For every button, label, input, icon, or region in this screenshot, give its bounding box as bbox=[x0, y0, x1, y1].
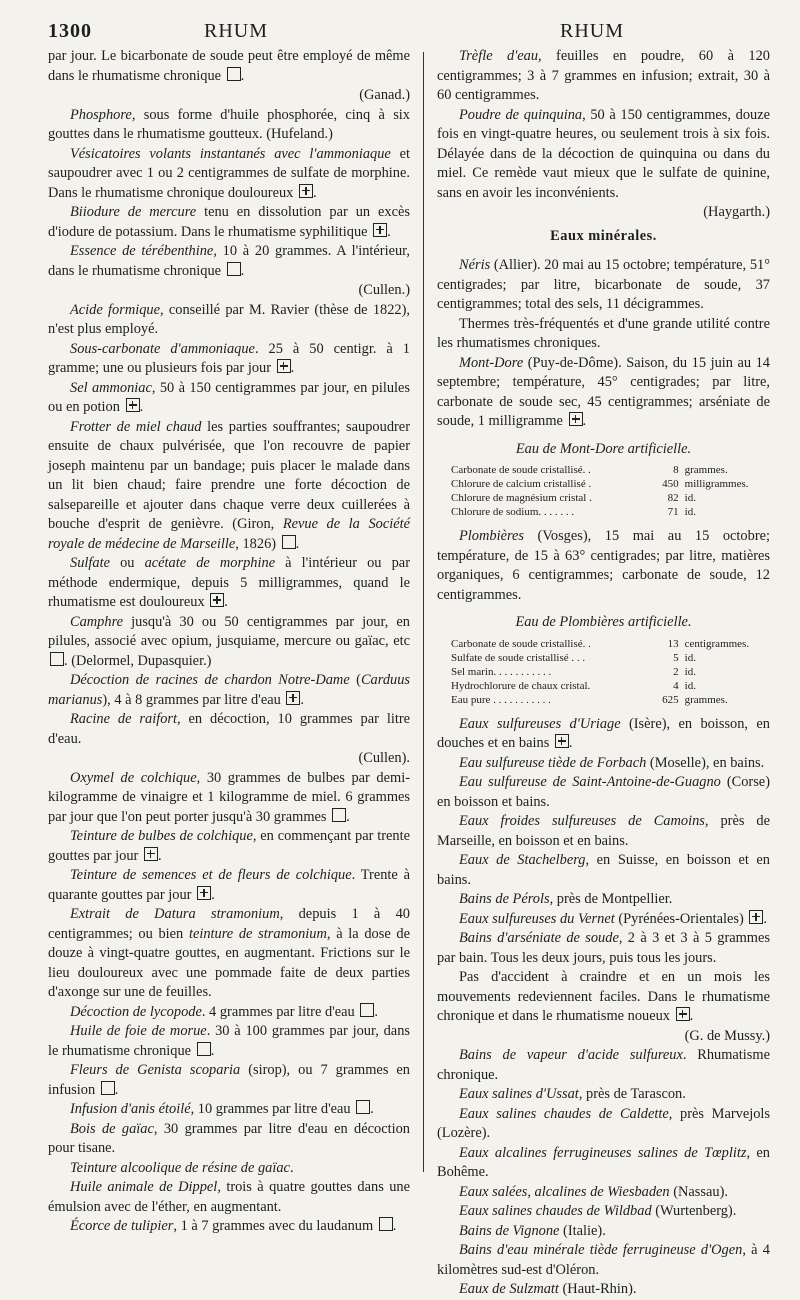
empty-square-icon bbox=[197, 1042, 211, 1056]
boxed-plus-icon bbox=[569, 412, 583, 426]
entry-arseniate: Bains d'arséniate de soude, 2 à 3 et 3 à 5 grammes par bain. Tous les deux jours, puis tous les jours. bbox=[437, 930, 770, 966]
entry-tulipier: Écorce de tulipier, 1 à 7 grammes avec du laudanum . bbox=[70, 1218, 397, 1234]
empty-square-icon bbox=[227, 262, 241, 276]
boxed-plus-icon bbox=[676, 1007, 690, 1021]
table-mont-dore bbox=[451, 463, 770, 519]
entry-vesicatoires: Vésicatoires volants instantanés avec l'ammoniaque et saupoudrer avec 1 ou 2 centigrammes de sulfate de morphine. Dans le rhumatisme chronique douloureux . bbox=[48, 145, 411, 201]
empty-square-icon bbox=[282, 535, 296, 549]
entry-sous-carbonate: Sous-carbonate d'ammoniaque. 25 à 50 centigr. à 1 gramme; une ou plusieurs fois par jour . bbox=[48, 340, 410, 376]
entry-plombieres: Plombières (Vosges), 15 mai au 15 octobre; température, de 15 à 63° centigrades; par litre, matières organiques, 6 centigrammes; carbonate de soude, 12 centigrammes. bbox=[437, 528, 770, 603]
boxed-plus-icon bbox=[126, 398, 140, 412]
right-column bbox=[437, 47, 770, 1300]
entry-trefle: Trèfle d'eau, feuilles en poudre, 60 à 120 centigrammes; 3 à 7 grammes en infusion; extrait, 30 à 60 centigrammes. bbox=[437, 48, 770, 103]
entry-uriage: Eaux sulfureuses d'Uriage (Isère), en boisson, en douches et en bains . bbox=[437, 715, 770, 751]
table-row: Sulfate de soude cristallisé . . . 5 id. bbox=[451, 651, 696, 664]
boxed-plus-icon bbox=[373, 223, 387, 237]
section-title: Eaux minérales. bbox=[550, 227, 657, 244]
entry-teinture-semences: Teinture de semences et de fleurs de colchique. Trente à quarante gouttes par jour . bbox=[48, 867, 410, 903]
entry-mont-dore: Mont-Dore (Puy-de-Dôme). Saison, du 15 juin au 14 septembre; température, 45° centigrades; par litre, carbonate de soude sec, 45 centigrammes; arséniate de soude, 1 milligramme . bbox=[437, 354, 770, 429]
subheading-plombieres: Eau de Plombières artificielle. bbox=[515, 614, 692, 630]
entry-ussat: Eaux salines d'Ussat, près de Tarascon. bbox=[459, 1086, 686, 1102]
empty-square-icon bbox=[379, 1217, 393, 1231]
entry-neris: Néris (Allier). 20 mai au 15 octobre; température, 51° centigrades; par litre, bicarbonate de soude, 37 centigrammes; total des sels, 11 décigrammes. bbox=[437, 257, 770, 312]
entry-vapeur-sulfureux: Bains de vapeur d'acide sulfureux. Rhumatisme chronique. bbox=[437, 1047, 770, 1083]
empty-square-icon bbox=[356, 1100, 370, 1114]
boxed-plus-icon bbox=[555, 734, 569, 748]
entry-bois-gaiac: Bois de gaïac, 30 grammes par litre d'eau en décoction pour tisane. bbox=[48, 1120, 410, 1156]
entry-genista: Fleurs de Genista scoparia (sirop), ou 7 grammes en infusion . bbox=[48, 1062, 410, 1098]
empty-square-icon bbox=[50, 652, 64, 666]
left-column bbox=[48, 47, 410, 1237]
entry-bicarbonate: par jour. Le bicarbonate de soude peut être employé de même dans le rhumatisme chronique . (Ganad.) bbox=[48, 48, 410, 103]
entry-sulfate-morphine: Sulfate ou acétate de morphine à l'intérieur ou par méthode endermique, depuis 5 milligrammes, quand le rhumatisme est douloureux . bbox=[48, 555, 410, 610]
boxed-plus-icon bbox=[277, 359, 291, 373]
table-row: Carbonate de soude cristallisé. . 8 grammes. bbox=[451, 464, 728, 476]
entry-phosphore: Phosphore, sous forme d'huile phosphorée, cinq à six gouttes dans le rhumatisme goutteux. (Hufeland.) bbox=[48, 106, 410, 142]
entry-wiesbaden: Eaux salées, alcalines de Wiesbaden (Nassau). bbox=[459, 1183, 728, 1200]
entry-perols: Bains de Pérols, près de Montpellier. bbox=[459, 891, 673, 907]
entry-accident: Pas d'accident à craindre et en un mois les mouvements redeviennent faciles. Dans le rhumatisme chronique et dans le rhumatisme noueux . (G. de Mussy.) bbox=[437, 969, 770, 1044]
table-row: Eau pure . . . . . . . . . . . 625 grammes. bbox=[451, 693, 728, 706]
entry-vignone: Bains de Vignone (Italie). bbox=[459, 1222, 606, 1239]
entry-sel-ammoniac: Sel ammoniac, 50 à 150 centigrammes par jour, en pilules ou en potion . bbox=[48, 379, 410, 415]
empty-square-icon bbox=[332, 808, 346, 822]
boxed-plus-icon bbox=[197, 886, 211, 900]
table-row: Sel marin. . . . . . . . . . . 2 id. bbox=[451, 665, 696, 678]
entry-terebenthine: Essence de térébenthine, 10 à 20 grammes. A l'intérieur, dans le rhumatisme chronique . (Cullen.) bbox=[48, 243, 410, 298]
entry-vernet: Eaux sulfureuses du Vernet (Pyrénées-Orientales) . bbox=[459, 910, 768, 927]
entry-teinture-gaiac: Teinture alcoolique de résine de gaïac. bbox=[70, 1159, 294, 1176]
entry-dippel: Huile animale de Dippel, trois à quatre gouttes dans une émulsion avec de l'éther, en augmentant. bbox=[48, 1179, 410, 1215]
table-row: Carbonate de soude cristallisé. . 13 centigrammes. bbox=[451, 637, 750, 650]
entry-chardon: Décoction de racines de chardon Notre-Dame (Carduus marianus), 4 à 8 grammes par litre d'eau . bbox=[48, 672, 410, 708]
entry-forbach: Eau sulfureuse tiède de Forbach (Moselle), en bains. bbox=[459, 754, 765, 771]
boxed-plus-icon bbox=[286, 691, 300, 705]
entry-anis: Infusion d'anis étoilé, 10 grammes par litre d'eau . bbox=[70, 1101, 374, 1117]
entry-oxymel: Oxymel de colchique, 30 grammes de bulbes par demi-kilogramme de vinaigre et 1 kilogramme de miel. 6 grammes par jour que l'on peut porter jusqu'à 30 grammes . bbox=[48, 769, 410, 825]
entry-sulzmatt: Eaux de Sulzmatt (Haut-Rhin). bbox=[459, 1281, 637, 1297]
boxed-plus-icon bbox=[749, 910, 763, 924]
entry-stachelberg: Eaux de Stachelberg, en Suisse, en boisson et en bains. bbox=[437, 852, 771, 888]
column-divider bbox=[423, 52, 424, 1172]
entry-ogen: Bains d'eau minérale tiède ferrugineuse d'Ogen, à 4 kilomètres sud-est d'Oléron. bbox=[437, 1242, 770, 1278]
boxed-plus-icon bbox=[299, 184, 313, 198]
entry-biiodure: Biiodure de mercure tenu en dissolution par un excès d'iodure de potassium. Dans le rhumatisme syphilitique . bbox=[48, 204, 410, 240]
entry-camphre: Camphre jusqu'à 30 ou 50 centigrammes par jour, en pilules, associé avec opium, jusquiame, mercure ou gaïac, etc . (Delormel, Dupasquier.) bbox=[48, 613, 410, 669]
entry-guagno: Eau sulfureuse de Saint-Antoine-de-Guagno (Corse) en boisson et bains. bbox=[437, 774, 770, 810]
entry-thermes: Thermes très-fréquentés et d'une grande utilité contre les rhumatismes chroniques. bbox=[437, 315, 770, 351]
entry-huile-morue: Huile de foie de morue. 30 à 100 grammes par jour, dans le rhumatisme chronique . bbox=[48, 1023, 410, 1059]
empty-square-icon bbox=[101, 1081, 115, 1095]
table-row: Hydrochlorure de chaux cristal. 4 id. bbox=[451, 679, 696, 692]
running-header bbox=[0, 20, 800, 46]
table-plombieres bbox=[451, 637, 770, 707]
table-row: Chlorure de magnésium cristal . 82 id. bbox=[451, 492, 696, 504]
subheading-mont-dore: Eau de Mont-Dore artificielle. bbox=[515, 440, 692, 457]
boxed-plus-icon bbox=[144, 847, 158, 861]
entry-quinquina: Poudre de quinquina, 50 à 150 centigrammes, douze fois en vingt-quatre heures, ou seulement trois à six fois. Délayée dans de la décoction de quinquina ou dans du miel. Ce remède vaut mieux que le sulfate de quinine, sans en avoir les inconvénients. (Haygarth.) bbox=[437, 106, 770, 220]
entry-raifort: Racine de raifort, en décoction, 10 grammes par litre d'eau. (Cullen). bbox=[48, 711, 410, 766]
table-row: Chlorure de calcium cristallisé . 450 milligrammes. bbox=[451, 478, 749, 490]
entry-datura: Extrait de Datura stramonium, depuis 1 à 40 centigrammes; ou bien teinture de stramonium, à la dose de douze à vingt-quatre gouttes, en augmentant. Frictions sur le lieu douloureux avec une pommade faite de deux parties d'axonge sur une de feuilles. bbox=[48, 906, 410, 1000]
empty-square-icon bbox=[360, 1003, 374, 1017]
entry-lycopode: Décoction de lycopode. 4 grammes par litre d'eau . bbox=[70, 1003, 378, 1020]
entry-frotter-miel: Frotter de miel chaud les parties souffrantes; saupoudrer ensuite de chaux pulvérisée, que l'on recouvre de papier joseph maintenu par un bandage; puis placer le malade dans un lit bien chaud; faire prendre une forte décoction de salsepareille et ajouter dans chaque verre deux cuillerées à bouche d'esprit de genièvre. (Giron, Revue de la Société royale de médecine de Marseille, 1826) . bbox=[48, 418, 410, 552]
boxed-plus-icon bbox=[210, 593, 224, 607]
table-row: Chlorure de sodium. . . . . . . 71 id. bbox=[451, 506, 696, 518]
right-running-title: RHUM bbox=[560, 20, 625, 42]
entry-wildbad: Eaux salines chaudes de Wildbad (Wurtenberg). bbox=[459, 1203, 737, 1219]
entry-toeplitz: Eaux alcalines ferrugineuses salines de Tœplitz, en Bohême. bbox=[437, 1144, 770, 1180]
entry-acide-formique: Acide formique, conseillé par M. Ravier (thèse de 1822), n'est plus employé. bbox=[48, 301, 410, 337]
left-running-title: RHUM bbox=[204, 20, 269, 42]
page-number: 1300 bbox=[48, 20, 92, 42]
entry-caldette: Eaux salines chaudes de Caldette, près Marvejols (Lozère). bbox=[437, 1105, 770, 1141]
entry-camoins: Eaux froides sulfureuses de Camoins, près de Marseille, en boisson et en bains. bbox=[437, 813, 770, 849]
empty-square-icon bbox=[227, 67, 241, 81]
entry-teinture-bulbes: Teinture de bulbes de colchique, en commençant par trente gouttes par jour . bbox=[48, 828, 410, 864]
